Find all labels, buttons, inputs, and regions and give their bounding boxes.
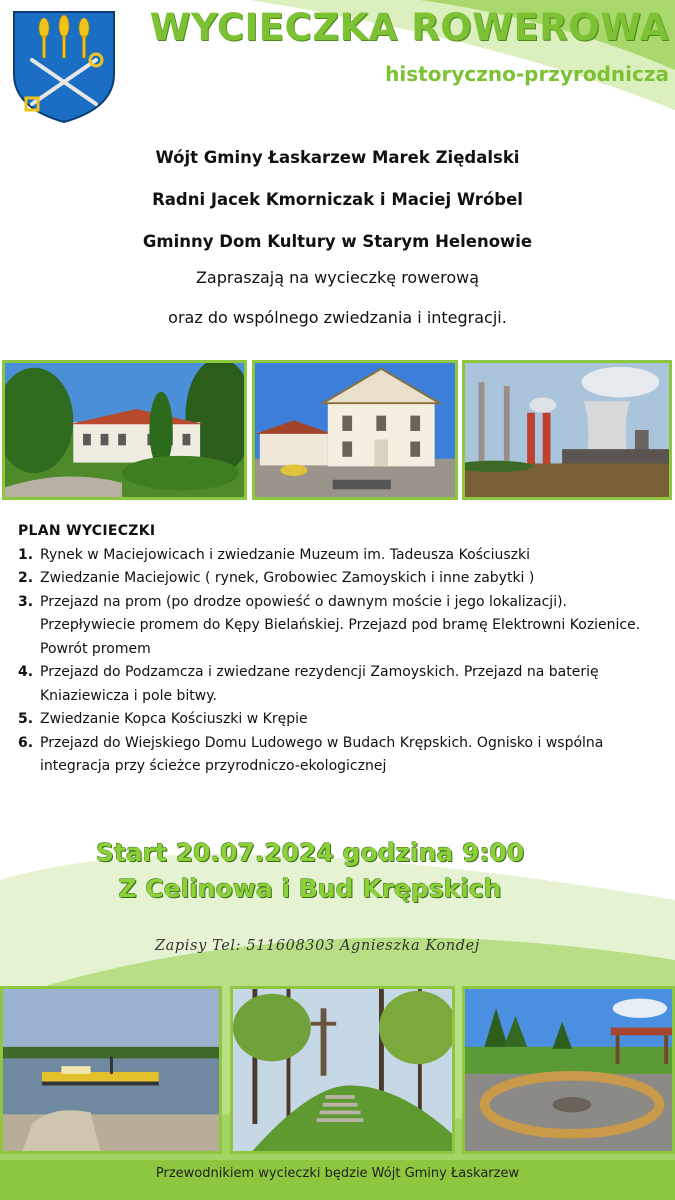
plan-item-text: Zwiedzanie Kopca Kościuszki w Krępie [40,711,308,727]
plan-item-number: 5. [18,711,34,727]
organizer-line-2: Radni Jacek Kmorniczak i Maciej Wróbel [152,190,523,209]
plan-item-number: 6. [18,734,34,751]
photo-kosciuszko-mound [230,986,455,1154]
plan-item [18,732,663,779]
photo-manor-house [2,360,247,500]
plan-item [18,708,663,732]
organizers-block [0,146,675,346]
plan-item-number: 1. [18,546,34,563]
plan-item [18,661,663,708]
photo-historic-building [252,360,458,500]
plan-item [18,567,663,591]
plan-item-number: 2. [18,570,34,586]
plan-item-text: Rynek w Maciejowicach i zwiedzanie Muzeum im. Tadeusza Kościuszki [40,546,531,563]
coat-of-arms-logo [10,8,118,126]
footer-guide-note: Przewodnikiem wycieczki będzie Wójt Gminy Łaskarzew [155,1166,520,1181]
start-location: Z Celinowa i Bud Krępskich [118,874,502,903]
plan-item-text: Przejazd na prom (po drodze opowieść o dawnym moście i jego lokalizacji). Przepływiecie promem do Kępy Bielańskiej. Przejazd pod bramę Elektrowni Kozienice. Powrót promem [40,593,641,657]
trip-plan [18,520,663,779]
start-info [0,835,620,907]
plan-item-number: 4. [18,664,34,680]
plan-item-text: Przejazd do Podzamcza i zwiedzane rezydencji Zamoyskich. Przejazd na baterię Kniaziewicza i pole bitwy. [40,664,599,704]
plan-item-text: Zwiedzanie Maciejowic ( rynek, Grobowiec Zamoyskich i inne zabytki ) [40,570,535,586]
plan-item-text: Przejazd do Wiejskiego Domu Ludowego w Budach Krępskich. Ognisko i wspólna integracja przy ścieżce przyrodniczo-ekologicznej [40,734,604,774]
start-date-time: Start 20.07.2024 godzina 9:00 [95,838,525,867]
signup-contact: Zapisy Tel: 511608303 Agnieszka Kondej [155,938,480,954]
invitation-line-1: Zapraszają na wycieczkę rowerową [195,268,480,287]
poster-title: WYCIECZKA ROWEROWA [149,6,669,49]
photo-power-plant [462,360,672,500]
organizer-line-1: Wójt Gminy Łaskarzew Marek Ziędalski [155,148,520,167]
photo-ferry [0,986,222,1154]
organizer-line-3: Gminny Dom Kultury w Starym Helenowie [142,232,533,251]
trip-plan-title: PLAN WYCIECZKI [18,523,156,539]
invitation-line-2: oraz do wspólnego zwiedzania i integracji. [168,308,507,327]
poster-subtitle: historyczno-przyrodnicza [385,62,669,86]
plan-item-number: 3. [18,593,34,610]
plan-item [18,591,663,662]
plan-item [18,544,663,568]
photo-campfire-site [462,986,675,1154]
